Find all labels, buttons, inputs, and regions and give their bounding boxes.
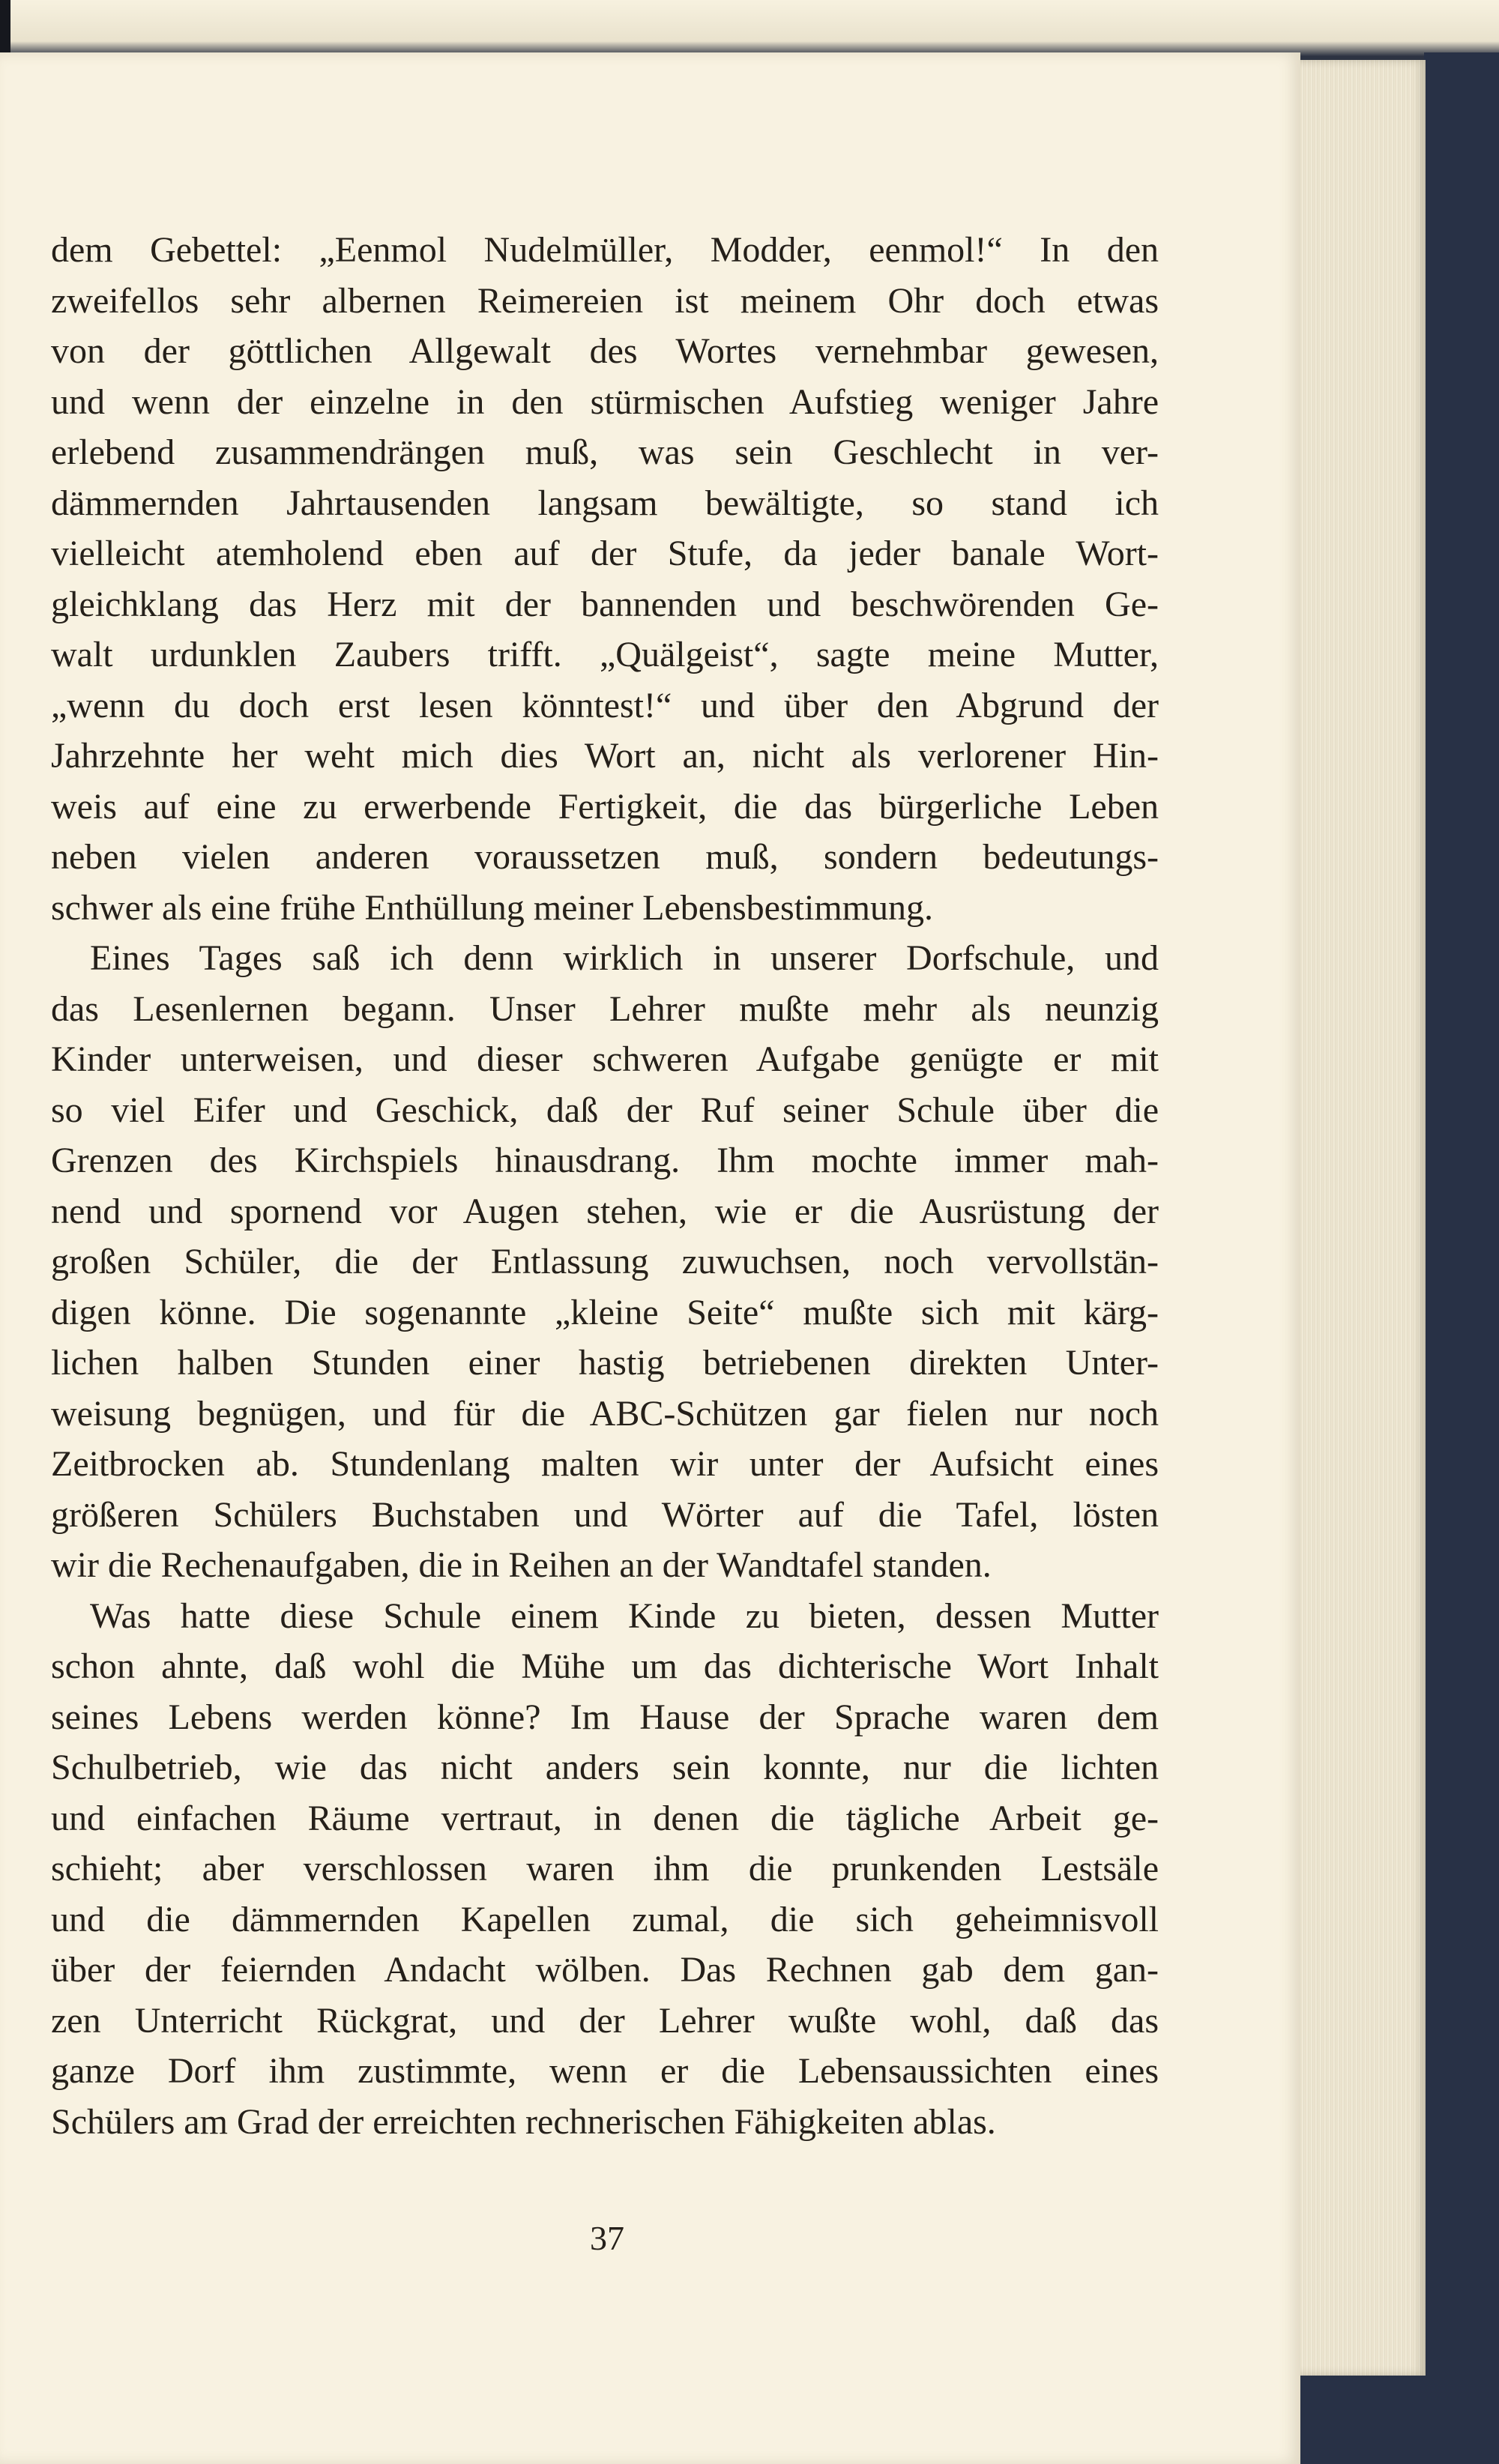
text-line: von der göttlichen Allgewalt des Wortes vernehmbar gewesen,	[51, 331, 1159, 371]
text-line: und einfachen Räume vertraut, in denen die tägliche Arbeit ge-	[51, 1798, 1159, 1838]
text-line: und wenn der einzelne in den stürmischen Aufstieg weniger Jahre	[51, 381, 1159, 422]
text-line: zen Unterricht Rückgrat, und der Lehrer wußte wohl, daß das	[51, 2000, 1159, 2041]
text-line: Kinder unterweisen, und dieser schweren Aufgabe genügte er mit	[51, 1039, 1159, 1079]
text-line: Was hatte diese Schule einem Kinde zu bieten, dessen Mutter	[90, 1595, 1159, 1636]
text-line: Schulbetrieb, wie das nicht anders sein konnte, nur die lichten	[51, 1748, 1159, 1787]
text-line: lichen halben Stunden einer hastig betriebenen direkten Unter-	[51, 1343, 1159, 1383]
text-line: und die dämmernden Kapellen zumal, die sich geheimnisvoll	[51, 1899, 1159, 1939]
text-line: Eines Tages saß ich denn wirklich in unserer Dorfschule, und	[90, 938, 1159, 978]
text-line: größeren Schülers Buchstaben und Wörter auf die Tafel, lösten	[51, 1494, 1159, 1535]
text-line: weis auf eine zu erwerbende Fertigkeit, die das bürgerliche Leben	[51, 786, 1159, 827]
text-line: vielleicht atemholend eben auf der Stufe, da jeder banale Wort-	[51, 534, 1159, 573]
text-line: walt urdunklen Zaubers trifft. „Quälgeist“, sagte meine Mutter,	[51, 635, 1159, 674]
text-line: weisung begnügen, und für die ABC-Schützen gar fielen nur noch	[51, 1393, 1159, 1434]
text-line: Zeitbrocken ab. Stundenlang malten wir unter der Aufsicht eines	[51, 1444, 1159, 1484]
text-line: digen könne. Die sogenannte „kleine Seite“ mußte sich mit kärg-	[51, 1292, 1159, 1332]
text-line: das Lesenlernen begann. Unser Lehrer mußte mehr als neunzig	[51, 988, 1159, 1029]
page-edges	[1289, 60, 1426, 2376]
text-line: Jahrzehnte her weht mich dies Wort an, nicht als verlorener Hin-	[51, 736, 1159, 776]
text-line: schwer als eine frühe Enthüllung meiner Lebensbestimmung.	[51, 887, 934, 928]
text-line: zweifellos sehr albernen Reimereien ist meinem Ohr doch etwas	[51, 280, 1159, 321]
text-line: schon ahnte, daß wohl die Mühe um das dichterische Wort Inhalt	[51, 1646, 1159, 1686]
body-text	[51, 225, 1159, 2147]
text-line: „wenn du doch erst lesen könntest!“ und über den Abgrund der	[51, 685, 1159, 725]
text-line: nend und spornend vor Augen stehen, wie er die Ausrüstung der	[51, 1191, 1159, 1231]
text-line: ganze Dorf ihm zustimmte, wenn er die Lebensaussichten eines	[51, 2051, 1159, 2091]
text-line: über der feiernden Andacht wölben. Das Rechnen gab dem gan-	[51, 1950, 1159, 1990]
text-line: dem Gebettel: „Eenmol Nudelmüller, Modder, eenmol!“ In den	[51, 230, 1159, 270]
book-cover-bottom	[1274, 2376, 1499, 2464]
page-number: 37	[590, 2219, 624, 2257]
text-line: wir die Rechenaufgaben, die in Reihen an der Wandtafel standen.	[51, 1545, 992, 1585]
text-line: seines Lebens werden könne? Im Hause der Sprache waren dem	[51, 1697, 1159, 1737]
text-line: großen Schüler, die der Entlassung zuwuchsen, noch vervollstän-	[51, 1242, 1159, 1281]
text-line: so viel Eifer und Geschick, daß der Ruf seiner Schule über die	[51, 1090, 1159, 1130]
text-line: neben vielen anderen voraussetzen muß, sondern bedeutungs-	[51, 837, 1159, 877]
text-line: schieht; aber verschlossen waren ihm die prunkenden Lestsäle	[51, 1849, 1159, 1888]
book-cover-right	[1424, 52, 1499, 2464]
text-line: Grenzen des Kirchspiels hinausdrang. Ihm mochte immer mah-	[51, 1141, 1159, 1180]
text-line: Schülers am Grad der erreichten rechnerischen Fähigkeiten ablas.	[51, 2101, 996, 2142]
text-line: erlebend zusammendrängen muß, was sein Geschlecht in ver-	[51, 432, 1159, 472]
text-line: dämmernden Jahrtausenden langsam bewältigte, so stand ich	[51, 483, 1159, 523]
text-line: gleichklang das Herz mit der bannenden und beschwörenden Ge-	[51, 584, 1159, 624]
